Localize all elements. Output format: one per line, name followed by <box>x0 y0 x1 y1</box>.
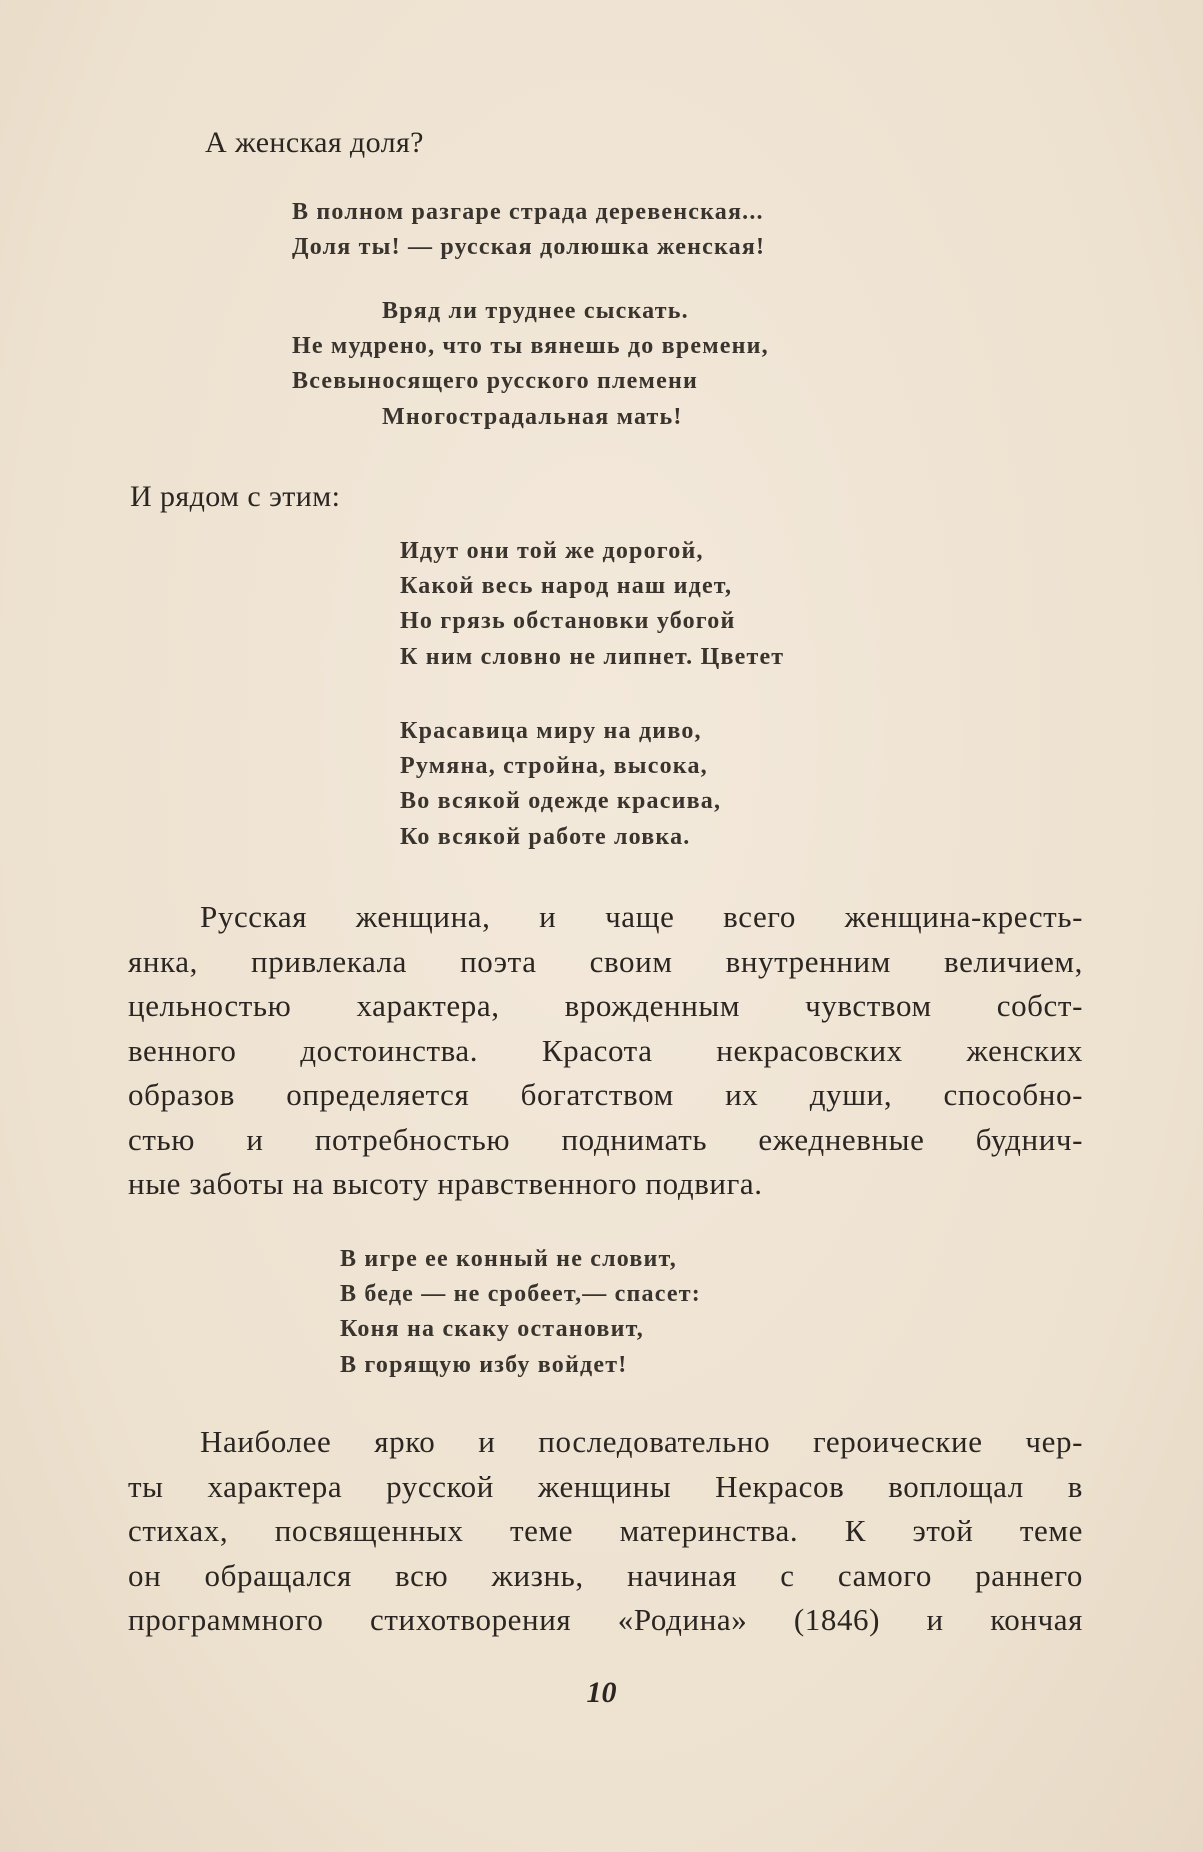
body-paragraph <box>128 1420 1083 1643</box>
poem-line: Какой весь народ наш идет, <box>400 573 733 599</box>
paragraph-line: стихах, посвященных теме материнства. К этой теме <box>128 1513 1083 1548</box>
paragraph-line: Русская женщина, и чаще всего женщина-кресть- <box>200 899 1083 934</box>
paragraph-line: образов определяется богатством их души, способно- <box>128 1077 1083 1112</box>
poem-line: Всевыносящего русского племени <box>292 368 698 394</box>
poem-line: В горящую избу войдет! <box>340 1352 628 1378</box>
paragraph-line: ные заботы на высоту нравственного подвига. <box>128 1166 763 1201</box>
paragraph-line: программного стихотворения «Родина» (1846) и кончая <box>128 1602 1083 1637</box>
poem-line: Идут они той же дорогой, <box>400 538 704 564</box>
poem-line: Доля ты! — русская долюшка женская! <box>292 234 766 260</box>
poem-line: Красавица миру на диво, <box>400 718 702 744</box>
paragraph-line: Наиболее ярко и последовательно героические чер- <box>200 1424 1083 1459</box>
paragraph-line: цельностью характера, врожденным чувством собст- <box>128 988 1083 1023</box>
poem-line: Но грязь обстановки убогой <box>400 608 736 634</box>
paragraph-line: ты характера русской женщины Некрасов воплощал в <box>128 1468 1083 1504</box>
poem-line: К ним словно не липнет. Цветет <box>400 644 785 670</box>
intro-line: А женская доля? <box>205 126 424 159</box>
poem-line: В беде — не сробеет,— спасет: <box>340 1281 701 1307</box>
intro-line: И рядом с этим: <box>130 480 341 513</box>
paragraph-line: стью и потребностью поднимать ежедневные буднич- <box>128 1121 1083 1157</box>
poem-line: Не мудрено, что ты вянешь до времени, <box>292 333 769 359</box>
poem-line: В игре ее конный не словит, <box>340 1246 677 1272</box>
poem-line: Во всякой одежде красива, <box>400 788 722 814</box>
body-paragraph <box>128 895 1083 1207</box>
paragraph-line: он обращался всю жизнь, начиная с самого раннего <box>128 1557 1083 1593</box>
poem-line: Коня на скаку остановит, <box>340 1316 644 1342</box>
poem-line: Вряд ли труднее сыскать. <box>382 298 689 324</box>
poem-line: В полном разгаре страда деревенская... <box>292 199 764 225</box>
page-number: 10 <box>586 1676 617 1709</box>
paragraph-line: венного достоинства. Красота некрасовских женских <box>128 1032 1083 1068</box>
poem-line: Ко всякой работе ловка. <box>400 824 691 850</box>
poem-line: Румяна, стройна, высока, <box>400 753 708 779</box>
poem-line: Многострадальная мать! <box>382 404 683 430</box>
paragraph-line: янка, привлекала поэта своим внутренним величием, <box>128 943 1083 979</box>
